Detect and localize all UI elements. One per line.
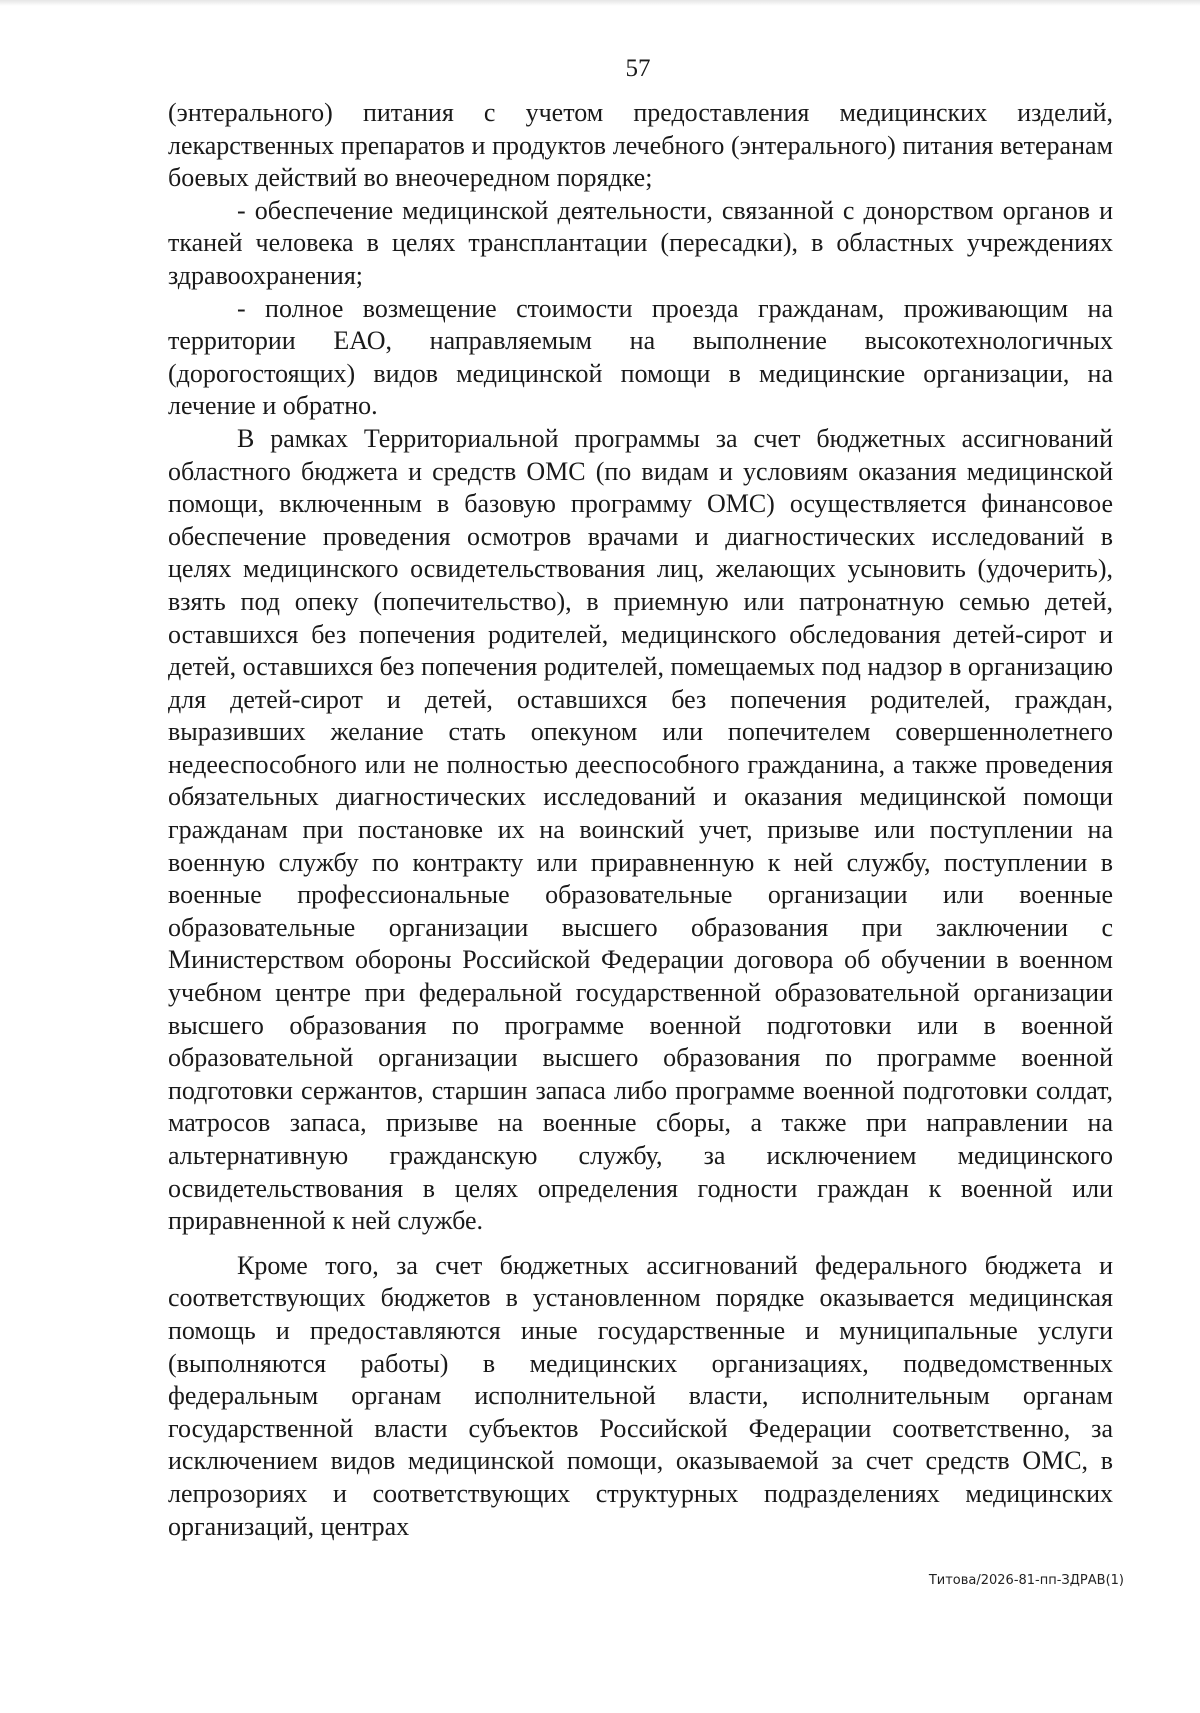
page-number: 57 [625,55,651,82]
scan-edge [0,0,1200,6]
paragraph: Кроме того, за счет бюджетных ассигнований федерального бюджета и соответствующих бюджетов в установленном порядке оказывается медицинская помощь и предоставляются иные государственные и муниципальные услуги (выполняются работы) в медицинских организациях, подведомственных федеральным органам исполнительной власти, исполнительным органам государственной власти субъектов Российской Федерации соответственно, за исключением видов медицинской помощи, оказываемой за счет средств ОМС, в лепрозориях и соответствующих структурных подразделениях медицинских организаций, центрах [168,1250,1113,1541]
document-footer-code: Титова/2026-81-пп-ЗДРАВ(1) [928,1573,1124,1588]
document-body [168,97,1113,1543]
paragraph: В рамках Территориальной программы за счет бюджетных ассигнований областного бюджета и средств ОМС (по видам и условиям оказания медицинской помощи, включенным в базовую программу ОМС) осуществляется финансовое обеспечение проведения осмотров врачами и диагностических исследований в целях медицинского освидетельствования лиц, желающих усыновить (удочерить), взять под опеку (попечительство), в приемную или патронатную семью детей, оставшихся без попечения родителей, медицинского обследования детей-сирот и детей, оставшихся без попечения родителей, помещаемых под надзор в организацию для детей-сирот и детей, оставшихся без попечения родителей, граждан, выразивших желание стать опекуном или попечителем совершеннолетнего недееспособного или не полностью дееспособного гражданина, а также проведения обязательных диагностических исследований и оказания медицинской помощи гражданам при постановке их на воинский учет, призыве или поступлении на военную службу по контракту или приравненную к ней службу, поступлении в военные профессиональные образовательные организации или военные образовательные организации высшего образования при заключении с Министерством обороны Российской Федерации договора об обучении в военном учебном центре при федеральной государственной образовательной организации высшего образования по программе военной подготовки или в военной образовательной организации высшего образования по программе военной подготовки сержантов, старшин запаса либо программе военной подготовки солдат, матросов запаса, призыве на военные сборы, а также при направлении на альтернативную гражданскую службу, за исключением медицинского освидетельствования в целях определения годности граждан к военной или приравненной к ней службе. [168,423,1113,1236]
paragraph-list-item: - обеспечение медицинской деятельности, связанной с донорством органов и тканей человека в целях трансплантации (пересадки), в областных учреждениях здравоохранения; [168,195,1113,290]
paragraph-list-item: - полное возмещение стоимости проезда гражданам, проживающим на территории ЕАО, направляемым на выполнение высокотехнологичных (дорогостоящих) видов медицинской помощи в медицинские организации, на лечение и обратно. [168,293,1113,421]
paragraph-continuation: (энтерального) питания с учетом предоставления медицинских изделий, лекарственных препаратов и продуктов лечебного (энтерального) питания ветеранам боевых действий во внеочередном порядке; [168,98,1113,193]
